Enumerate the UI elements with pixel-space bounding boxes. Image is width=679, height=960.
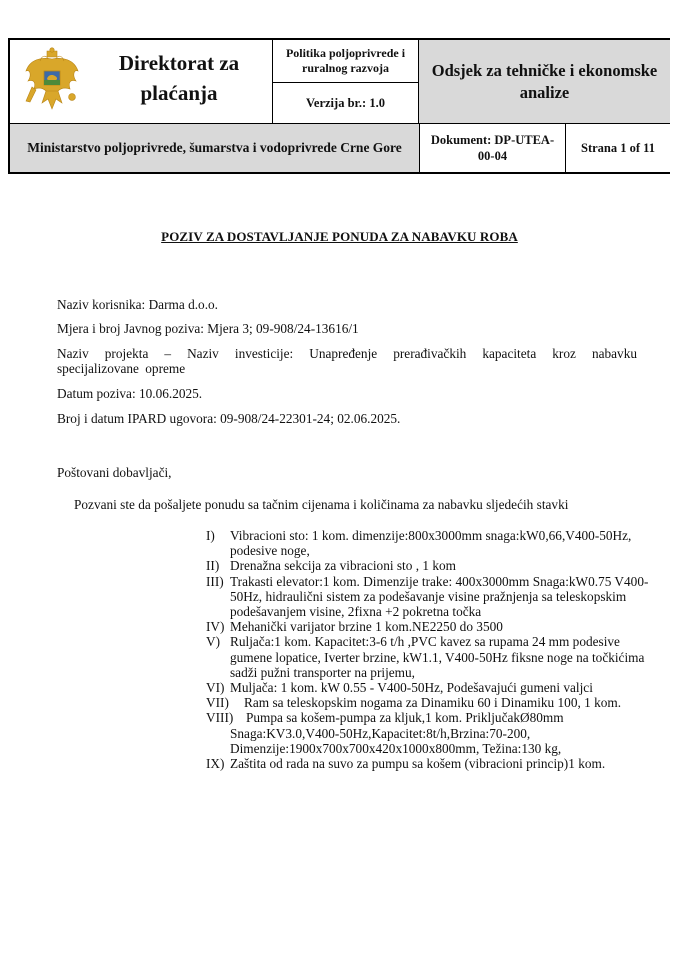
- list-item: [206, 756, 656, 771]
- list-item: [206, 619, 656, 634]
- intro-paragraph: Pozvani ste da pošaljete ponudu sa tačnim cijenama i količinama za nabavku sljedećih stavki: [74, 497, 569, 512]
- item-number: I): [206, 528, 215, 543]
- contract-line: Broj i datum IPARD ugovora: 09-908/24-22301-24; 02.06.2025.: [57, 411, 401, 426]
- item-text: Pumpa sa košem-pumpa za kljuk,1 kom. PriključakØ80mm Snaga:KV3.0,V400-50Hz,Kapacitet:8t/h,Brzina:70-200, Dimenzije:1900x700x700x420x1000x800mm, Težina:130 kg,: [230, 710, 564, 756]
- project-line: Naziv projekta – Naziv investicije: Unapređenje prerađivačkih kapaciteta kroz nabavku specijalizovane opreme: [57, 346, 637, 376]
- item-text: Ram sa teleskopskim nogama za Dinamiku 60 i Dinamiku 100, 1 kom.: [244, 695, 622, 711]
- item-number: III): [206, 573, 224, 589]
- department-cell: Odsjek za tehničke i ekonomske analize: [418, 40, 670, 123]
- date-line: Datum poziva: 10.06.2025.: [57, 386, 203, 401]
- logo-cell: [10, 40, 272, 123]
- page-number-cell: Strana 1 of 11: [565, 123, 670, 172]
- item-number: II): [206, 558, 220, 574]
- measure-line: Mjera i broj Javnog poziva: Mjera 3; 09-908/24-13616/1: [57, 321, 359, 336]
- item-number: VII): [206, 695, 229, 711]
- list-item: [206, 574, 656, 620]
- list-item: [206, 634, 656, 680]
- item-number: V): [206, 634, 221, 650]
- document-code-cell: Dokument: DP-UTEA-00-04: [419, 123, 565, 172]
- items-list: [206, 528, 656, 771]
- item-text: Ruljača:1 kom. Kapacitet:3-6 t/h ,PVC kavez sa rupama 24 mm podesive gumene lopatice, Iverter brzine, kW1.1, V400-50Hz fiksne noge na točkićima sadži pužni transporter na prijemu,: [230, 634, 645, 680]
- ministry-cell: Ministarstvo poljoprivrede, šumarstva i vodoprivrede Crne Gore: [10, 123, 419, 172]
- policy-cell: Politika poljoprivrede i ruralnog razvoja: [272, 40, 418, 83]
- greeting: Poštovani dobavljači,: [57, 465, 172, 480]
- document-header-table: [8, 38, 670, 174]
- item-text: Drenažna sekcija za vibracioni sto , 1 kom: [230, 558, 456, 574]
- item-number: IX): [206, 756, 225, 772]
- item-text: Muljača: 1 kom. kW 0.55 - V400-50Hz, Podešavajući gumeni valjci: [230, 680, 593, 696]
- item-text: Trakasti elevator:1 kom. Dimenzije trake: 400x3000mm Snaga:kW0.75 V400-50Hz, hidraulični sistem za podešavanje visine pražnjenja sa teleskopskim podešavanjem visine, 2fixna +2 pokretna točka: [230, 573, 649, 620]
- item-text: Mehanički varijator brzine 1 kom.NE2250 do 3500: [230, 619, 503, 635]
- page-title: POZIV ZA DOSTAVLJANJE PONUDA ZA NABAVKU ROBA: [161, 229, 518, 244]
- beneficiary-line: Naziv korisnika: Darma d.o.o.: [57, 297, 218, 312]
- list-item: [206, 528, 656, 558]
- version-cell: Verzija br.: 1.0: [272, 83, 418, 123]
- item-number: IV): [206, 619, 225, 635]
- item-number: VI): [206, 680, 225, 696]
- list-item: [206, 710, 656, 756]
- item-number: VIII): [206, 710, 234, 726]
- item-text: Vibracioni sto: 1 kom. dimenzije:800x3000mm snaga:kW0,66,V400-50Hz, podesive noge,: [230, 528, 632, 559]
- list-item: [206, 695, 656, 710]
- list-item: [206, 558, 656, 573]
- item-text: Zaštita od rada na suvo za pumpu sa košem (vibracioni princip)1 kom.: [230, 756, 606, 772]
- list-item: [206, 680, 656, 695]
- montenegro-coat-of-arms-icon: [22, 47, 82, 115]
- organization-title: Direktorat za plaćanja: [118, 51, 240, 105]
